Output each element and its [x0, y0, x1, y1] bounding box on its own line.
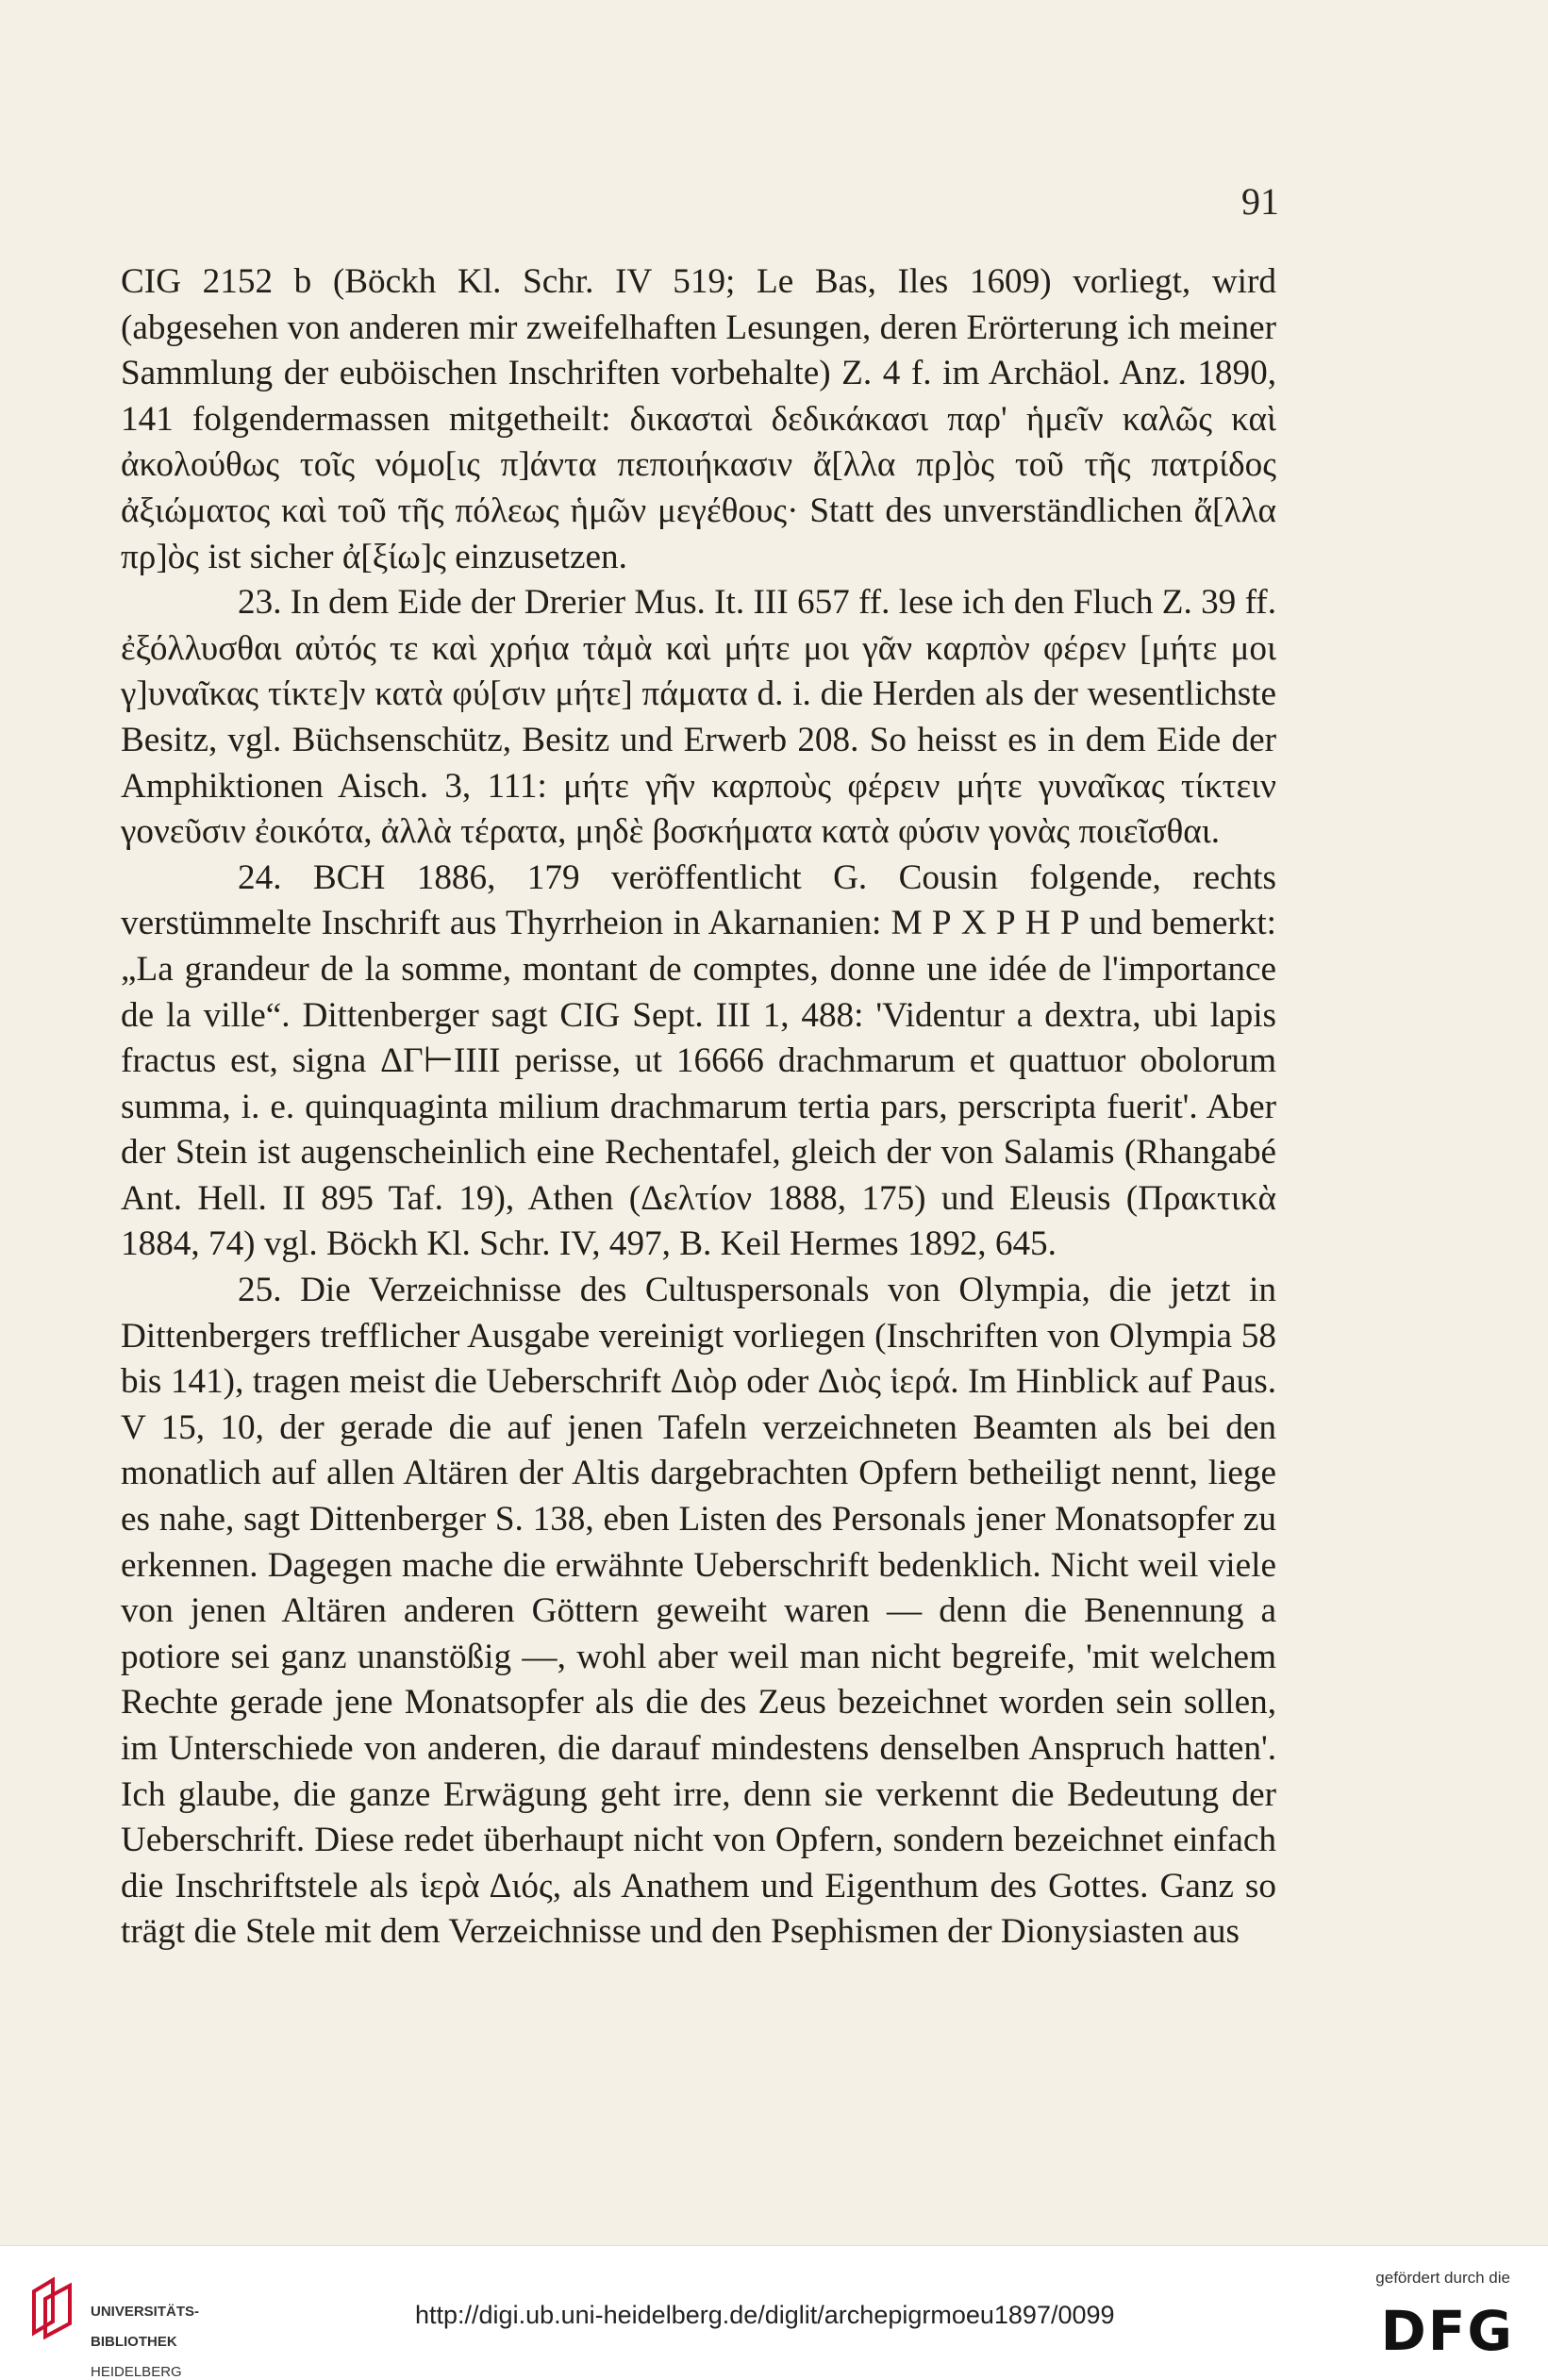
dfg-logo: DFG [1380, 2299, 1514, 2363]
library-name [91, 2289, 199, 2380]
library-logo-icon [28, 2274, 79, 2340]
viewer-footer [0, 2245, 1548, 2380]
library-line-2: BIBLIOTHEK [91, 2334, 177, 2350]
body-text [121, 259, 1276, 1956]
paragraph-23: 23. In dem Eide der Drerier Mus. It. III 657 ff. lese ich den Fluch Z. 39 ff. ἐξόλλυσθαι αὐτός τε καὶ χρήια τἀμὰ καὶ μήτε μοι γᾶν καρπὸν φέρεν [μήτε μοι γ]υναῖκας τίκτε]ν κατὰ φύ[σιν μήτε] πάματα d. i. die Herden als der wesentlichste Besitz, vgl. Büchsenschütz, Besitz und Erwerb 208. So heisst es in dem Eide der Amphiktionen Aisch. 3, 111: μήτε γῆν καρποὺς φέρειν μήτε γυναῖκας τίκτειν γονεῦσιν ἐοικότα, ἀλλὰ τέρατα, μηδὲ βοσκήματα κατὰ φύσιν γονὰς ποιεῖσθαι. [121, 583, 1276, 852]
funded-by-label: gefördert durch die [1375, 2269, 1510, 2287]
library-line-3: HEIDELBERG [91, 2364, 182, 2380]
page-number: 91 [1241, 180, 1279, 223]
paragraph-1: CIG 2152 b (Böckh Kl. Schr. IV 519; Le Bas, Iles 1609) vorliegt, wird (abgesehen von anderen mir zweifelhaften Lesungen, deren Erörterung ich meiner Sammlung der euböischen Inschriften vorbehalte) Z. 4 f. im Archäol. Anz. 1890, 141 folgendermassen mitgetheilt: δικασταὶ δεδικάκασι παρ' ἡμεῖν καλῶς καὶ ἀκολούθως τοῖς νόμο[ις π]άντα πεποιήκασιν ἄ[λλα πρ]ὸς τοῦ τῆς πατρίδος ἀξιώματος καὶ τοῦ τῆς πόλεως ἡμῶν μεγέθους· Statt des unverständlichen ἄ[λλα πρ]ὸς ist sicher ἀ[ξίω]ς einzusetzen. [121, 262, 1276, 576]
paragraph-24: 24. BCH 1886, 179 veröffentlicht G. Cousin folgende, rechts verstümmelte Inschrift aus Thyrrheion in Akarnanien: Μ Ρ Χ Ρ Η Ρ und bemerkt: „La grandeur de la somme, montant de comptes, donne une idée de l'importance de la ville“. Dittenberger sagt CIG Sept. III 1, 488: 'Videntur a dextra, ubi lapis fractus est, signa ΔΓ⊢IIII perisse, ut 16666 drachmarum et quattuor obolorum summa, i. e. quinquaginta milium drachmarum tertia pars, perscripta fuerit'. Aber der Stein ist augenscheinlich eine Rechentafel, gleich der von Salamis (Rhangabé Ant. Hell. II 895 Taf. 19), Athen (Δελτίον 1888, 175) und Eleusis (Πρακτικὰ 1884, 74) vgl. Böckh Kl. Schr. IV, 497, B. Keil Hermes 1892, 645. [121, 857, 1276, 1264]
library-line-1: UNIVERSITÄTS- [91, 2304, 200, 2320]
permalink-url[interactable]: http://digi.ub.uni-heidelberg.de/diglit/archepigrmoeu1897/0099 [415, 2301, 1115, 2329]
paragraph-25: 25. Die Verzeichnisse des Cultuspersonals von Olympia, die jetzt in Dittenbergers trefflicher Ausgabe vereinigt vorliegen (Inschriften von Olympia 58 bis 141), tragen meist die Ueberschrift Διὸρ oder Διὸς ἱερά. Im Hinblick auf Paus. V 15, 10, der gerade die auf jenen Tafeln verzeichneten Beamten als bei den monatlich auf allen Altären der Altis dargebrachten Opfern betheiligt nennt, liege es nahe, sagt Dittenberger S. 138, eben Listen des Personals jener Monatsopfer zu erkennen. Dagegen mache die erwähnte Ueberschrift bedenklich. Nicht weil viele von jenen Altären anderen Göttern geweiht waren — denn die Benennung a potiore sei ganz unanstößig —, wohl aber weil man nicht begreife, 'mit welchem Rechte gerade jene Monatsopfer als die des Zeus bezeichnet worden sein sollen, im Unterschiede von anderen, die darauf mindestens denselben Anspruch hatten'. Ich glaube, die ganze Erwägung geht irre, denn sie verkennt die Bedeutung der Ueberschrift. Diese redet überhaupt nicht von Opfern, sondern bezeichnet einfach die Inschriftstele als ἱερὰ Διός, als Anathem und Eigenthum des Gottes. Ganz so trägt die Stele mit dem Verzeichnisse und den Psephismen der Dionysiasten aus [121, 1271, 1276, 1952]
